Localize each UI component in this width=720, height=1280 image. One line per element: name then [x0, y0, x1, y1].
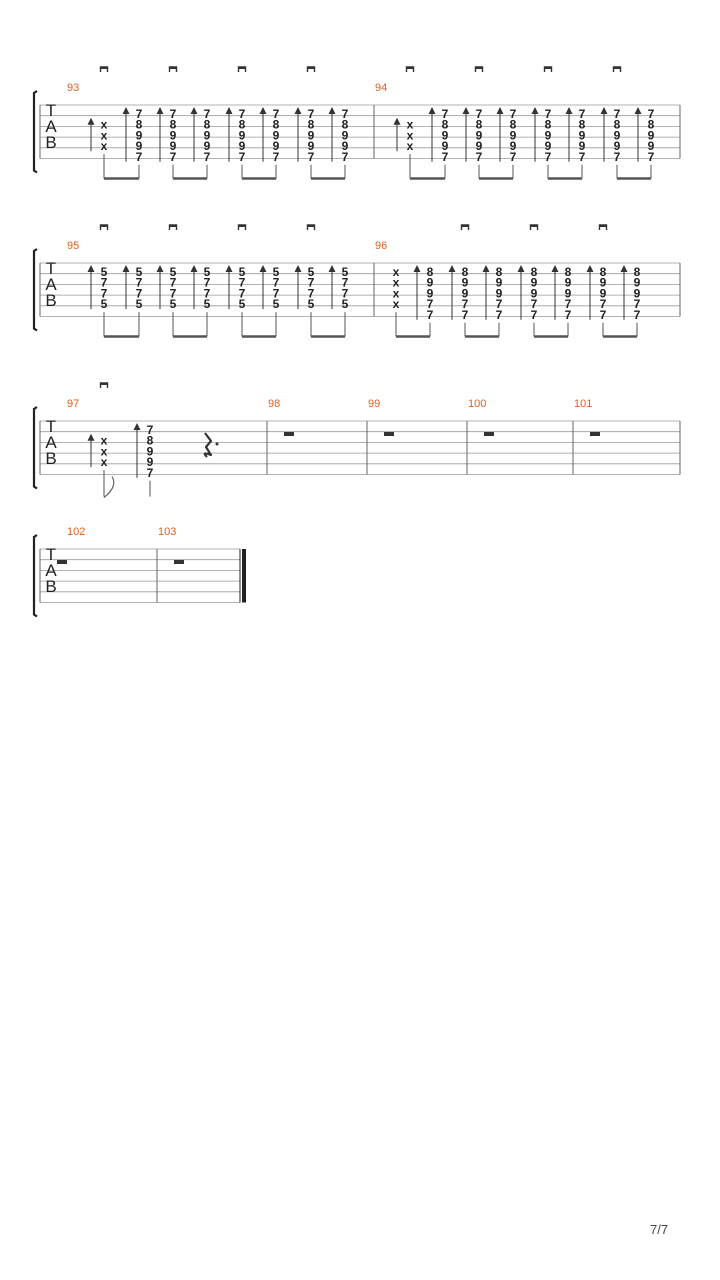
fret-number: 9 — [633, 286, 641, 301]
fret-number: 8 — [135, 117, 143, 132]
fret-number: 9 — [495, 275, 503, 290]
upstroke-arrow — [463, 107, 470, 114]
fret-number: 5 — [203, 297, 211, 312]
fret-number: 5 — [341, 265, 349, 279]
whole-rest — [174, 560, 184, 564]
tab-clef-letter: B — [45, 449, 57, 468]
upstroke-arrow — [260, 107, 267, 114]
fret-number: 9 — [272, 139, 280, 154]
measure-number: 101 — [574, 398, 593, 410]
whole-rest — [590, 432, 600, 436]
fret-number: 7 — [272, 107, 280, 121]
fret-number: 7 — [169, 286, 177, 301]
upstroke-arrow — [566, 107, 573, 114]
fret-number: 9 — [544, 139, 552, 154]
fret-number: 8 — [509, 117, 517, 132]
fret-number: 7 — [341, 286, 349, 301]
system-1 — [34, 67, 680, 179]
system-2 — [34, 225, 680, 337]
flag-curve — [104, 477, 114, 498]
fret-number: 9 — [613, 128, 621, 143]
measure-number: 96 — [375, 240, 388, 252]
fret-number: 9 — [475, 139, 483, 154]
fret-number: 7 — [578, 107, 586, 121]
fret-number: 9 — [203, 128, 211, 143]
fret-number: 5 — [238, 265, 246, 279]
upstroke-arrow — [329, 265, 336, 272]
fret-number: 7 — [100, 275, 108, 290]
upstroke-arrow — [88, 434, 95, 441]
fret-number: 7 — [544, 149, 552, 164]
upstroke-arrow — [191, 265, 198, 272]
fret-number: 8 — [203, 117, 211, 132]
measure-number: 103 — [158, 526, 177, 538]
quarter-rest — [205, 433, 211, 457]
fret-number: 8 — [544, 117, 552, 132]
system-bracket — [34, 407, 37, 489]
fret-number: 9 — [544, 128, 552, 143]
fret-number: 7 — [272, 286, 280, 301]
upstroke-arrow — [635, 107, 642, 114]
upstroke-arrow — [601, 107, 608, 114]
upstroke-arrow — [260, 265, 267, 272]
fret-number: 8 — [272, 117, 280, 132]
fret-number: 8 — [307, 117, 315, 132]
fret-number: 7 — [307, 286, 315, 301]
fret-number: 7 — [100, 286, 108, 301]
pick-down-mark-top — [308, 67, 315, 69]
fret-number: 5 — [341, 297, 349, 312]
fret-number: 5 — [307, 265, 315, 279]
upstroke-arrow — [191, 107, 198, 114]
fret-number: 7 — [203, 286, 211, 301]
whole-rest — [384, 432, 394, 436]
fret-number: 7 — [441, 107, 449, 121]
fret-number: 9 — [169, 128, 177, 143]
fret-number: 7 — [564, 307, 572, 322]
fret-number: 8 — [647, 117, 655, 132]
fret-number: 9 — [146, 444, 154, 459]
fret-number: 7 — [495, 297, 503, 312]
upstroke-arrow — [449, 265, 456, 272]
upstroke-arrow — [295, 265, 302, 272]
fret-number: 7 — [341, 275, 349, 290]
fret-number: x — [392, 297, 400, 312]
fret-number: 9 — [599, 286, 607, 301]
fret-number: 8 — [599, 265, 607, 279]
pick-down-mark-top — [101, 225, 108, 227]
fret-number: 7 — [169, 149, 177, 164]
upstroke-arrow — [587, 265, 594, 272]
tab-clef-letter: A — [45, 433, 57, 452]
pick-down-mark-top — [101, 67, 108, 69]
measure-number: 93 — [67, 82, 80, 94]
fret-number: 7 — [307, 275, 315, 290]
fret-number: 9 — [530, 286, 538, 301]
tab-clef-letter: T — [45, 417, 57, 436]
pick-down-mark-top — [462, 225, 469, 227]
fret-number: 7 — [238, 107, 246, 121]
fret-number: 7 — [203, 107, 211, 121]
measure-number: 102 — [67, 526, 86, 538]
upstroke-arrow — [552, 265, 559, 272]
fret-number: 9 — [341, 139, 349, 154]
fret-number: 7 — [341, 149, 349, 164]
fret-number: 7 — [135, 275, 143, 290]
pick-down-mark-top — [239, 67, 246, 69]
pick-down-mark-top — [476, 67, 483, 69]
fret-number: 8 — [169, 117, 177, 132]
fret-number: 9 — [530, 275, 538, 290]
fret-number: 9 — [475, 128, 483, 143]
whole-rest — [484, 432, 494, 436]
tab-clef-letter: T — [45, 545, 57, 564]
fret-number: 9 — [272, 128, 280, 143]
system-bracket — [34, 91, 37, 173]
pick-down-mark-top — [407, 67, 414, 69]
upstroke-arrow — [532, 107, 539, 114]
fret-number: 7 — [341, 107, 349, 121]
fret-number: 5 — [169, 265, 177, 279]
upstroke-arrow — [414, 265, 421, 272]
fret-number: 7 — [509, 149, 517, 164]
upstroke-arrow — [429, 107, 436, 114]
fret-number: 9 — [633, 275, 641, 290]
fret-number: 5 — [135, 297, 143, 312]
fret-number: 9 — [613, 139, 621, 154]
tab-clef-letter: B — [45, 291, 57, 310]
fret-number: 9 — [599, 275, 607, 290]
whole-rest — [57, 560, 67, 564]
fret-number: 7 — [146, 423, 154, 437]
upstroke-arrow — [157, 265, 164, 272]
fret-number: 5 — [100, 297, 108, 312]
measure-number: 95 — [67, 240, 80, 252]
measure-number: 99 — [368, 398, 381, 410]
fret-number: 7 — [633, 297, 641, 312]
fret-number: 7 — [169, 275, 177, 290]
upstroke-arrow — [134, 423, 141, 430]
fret-number: x — [392, 265, 400, 279]
fret-number: 8 — [564, 265, 572, 279]
fret-number: 7 — [135, 149, 143, 164]
fret-number: 9 — [578, 128, 586, 143]
fret-number: 8 — [238, 117, 246, 132]
fret-number: 7 — [495, 307, 503, 322]
fret-number: 7 — [238, 286, 246, 301]
fret-number: 7 — [461, 297, 469, 312]
pick-down-mark-top — [101, 383, 108, 385]
fret-number: 7 — [613, 107, 621, 121]
fret-number: x — [406, 139, 414, 154]
system-bracket — [34, 249, 37, 331]
fret-number: 9 — [564, 275, 572, 290]
fret-number: 7 — [530, 297, 538, 312]
pick-down-mark-top — [170, 67, 177, 69]
upstroke-arrow — [329, 107, 336, 114]
fret-number: 5 — [203, 265, 211, 279]
fret-number: 9 — [509, 139, 517, 154]
fret-number: 9 — [169, 139, 177, 154]
fret-number: 9 — [509, 128, 517, 143]
measure-number: 94 — [375, 82, 388, 94]
fret-number: 7 — [599, 297, 607, 312]
page-number: 7/7 — [650, 1222, 669, 1237]
pick-down-mark-top — [308, 225, 315, 227]
fret-number: 7 — [307, 149, 315, 164]
system-bracket — [34, 535, 37, 617]
tab-clef-letter: A — [45, 275, 57, 294]
fret-number: x — [100, 444, 108, 459]
fret-number: 7 — [135, 107, 143, 121]
fret-number: 9 — [135, 139, 143, 154]
fret-number: 9 — [578, 139, 586, 154]
tab-clef-letter: A — [45, 561, 57, 580]
fret-number: 9 — [647, 128, 655, 143]
fret-number: 7 — [578, 149, 586, 164]
fret-number: 8 — [426, 265, 434, 279]
fret-number: 7 — [135, 286, 143, 301]
fret-number: 9 — [461, 275, 469, 290]
fret-number: 7 — [647, 149, 655, 164]
upstroke-arrow — [295, 107, 302, 114]
fret-number: 9 — [307, 128, 315, 143]
fret-number: 7 — [613, 149, 621, 164]
upstroke-arrow — [497, 107, 504, 114]
fret-number: 9 — [426, 275, 434, 290]
fret-number: 8 — [530, 265, 538, 279]
fret-number: 5 — [135, 265, 143, 279]
measure-number: 98 — [268, 398, 281, 410]
fret-number: 8 — [146, 433, 154, 448]
fret-number: x — [392, 275, 400, 290]
fret-number: 7 — [272, 149, 280, 164]
fret-number: 5 — [307, 297, 315, 312]
fret-number: 9 — [647, 139, 655, 154]
pick-down-mark-top — [614, 67, 621, 69]
fret-number: 7 — [426, 297, 434, 312]
fret-number: 7 — [238, 275, 246, 290]
fret-number: 7 — [475, 107, 483, 121]
fret-number: 7 — [238, 149, 246, 164]
fret-number: 7 — [599, 307, 607, 322]
fret-number: 7 — [169, 107, 177, 121]
fret-number: 5 — [272, 297, 280, 312]
fret-number: 9 — [146, 455, 154, 470]
upstroke-arrow — [157, 107, 164, 114]
fret-number: 9 — [238, 139, 246, 154]
pick-down-mark-top — [531, 225, 538, 227]
fret-number: 8 — [441, 117, 449, 132]
upstroke-arrow — [226, 265, 233, 272]
fret-number: 9 — [495, 286, 503, 301]
final-barline-thick — [242, 549, 246, 603]
fret-number: x — [100, 433, 108, 448]
fret-number: x — [100, 139, 108, 154]
upstroke-arrow — [123, 265, 130, 272]
fret-number: 9 — [564, 286, 572, 301]
fret-number: 7 — [647, 107, 655, 121]
fret-number: 8 — [461, 265, 469, 279]
fret-number: 8 — [341, 117, 349, 132]
fret-number: 7 — [530, 307, 538, 322]
fret-number: 9 — [135, 128, 143, 143]
tab-clef-letter: A — [45, 117, 57, 136]
measure-number: 97 — [67, 398, 80, 410]
fret-number: 5 — [169, 297, 177, 312]
fret-number: 9 — [238, 128, 246, 143]
pick-down-mark-top — [170, 225, 177, 227]
fret-number: 7 — [509, 107, 517, 121]
fret-number: 9 — [426, 286, 434, 301]
fret-number: 9 — [341, 128, 349, 143]
upstroke-arrow — [483, 265, 490, 272]
fret-number: 7 — [272, 275, 280, 290]
fret-number: 8 — [578, 117, 586, 132]
upstroke-arrow — [621, 265, 628, 272]
fret-number: 7 — [426, 307, 434, 322]
upstroke-arrow — [226, 107, 233, 114]
fret-number: 9 — [441, 128, 449, 143]
fret-number: 8 — [475, 117, 483, 132]
fret-number: x — [392, 286, 400, 301]
fret-number: x — [406, 117, 414, 132]
tab-clef-letter: T — [45, 259, 57, 278]
fret-number: 7 — [461, 307, 469, 322]
fret-number: 9 — [307, 139, 315, 154]
fret-number: 5 — [272, 265, 280, 279]
fret-number: 9 — [203, 139, 211, 154]
fret-number: x — [100, 455, 108, 470]
fret-number: 7 — [307, 107, 315, 121]
pick-down-mark-top — [545, 67, 552, 69]
upstroke-arrow — [394, 118, 401, 125]
pick-down-mark-top — [600, 225, 607, 227]
upstroke-arrow — [123, 107, 130, 114]
fret-number: x — [100, 117, 108, 132]
tab-clef-letter: B — [45, 133, 57, 152]
fret-number: 7 — [544, 107, 552, 121]
upstroke-arrow — [88, 265, 95, 272]
fret-number: 9 — [441, 139, 449, 154]
system-3 — [34, 383, 680, 498]
measure-number: 100 — [468, 398, 487, 410]
fret-number: 5 — [238, 297, 246, 312]
fret-number: 7 — [203, 149, 211, 164]
fret-number: 5 — [100, 265, 108, 279]
whole-rest — [284, 432, 294, 436]
pick-down-mark-top — [239, 225, 246, 227]
system-4 — [34, 526, 246, 617]
fret-number: 7 — [633, 307, 641, 322]
upstroke-arrow — [518, 265, 525, 272]
fret-number: 7 — [441, 149, 449, 164]
fret-number: 8 — [633, 265, 641, 279]
fret-number: 7 — [475, 149, 483, 164]
upstroke-arrow — [88, 118, 95, 125]
fret-number: x — [406, 128, 414, 143]
fret-number: 7 — [146, 465, 154, 480]
tab-clef-letter: T — [45, 101, 57, 120]
fret-number: 8 — [495, 265, 503, 279]
fret-number: x — [100, 128, 108, 143]
fret-number: 7 — [203, 275, 211, 290]
tab-clef-letter: B — [45, 577, 57, 596]
fret-number: 9 — [461, 286, 469, 301]
rest-dot — [216, 443, 219, 446]
fret-number: 7 — [564, 297, 572, 312]
fret-number: 8 — [613, 117, 621, 132]
